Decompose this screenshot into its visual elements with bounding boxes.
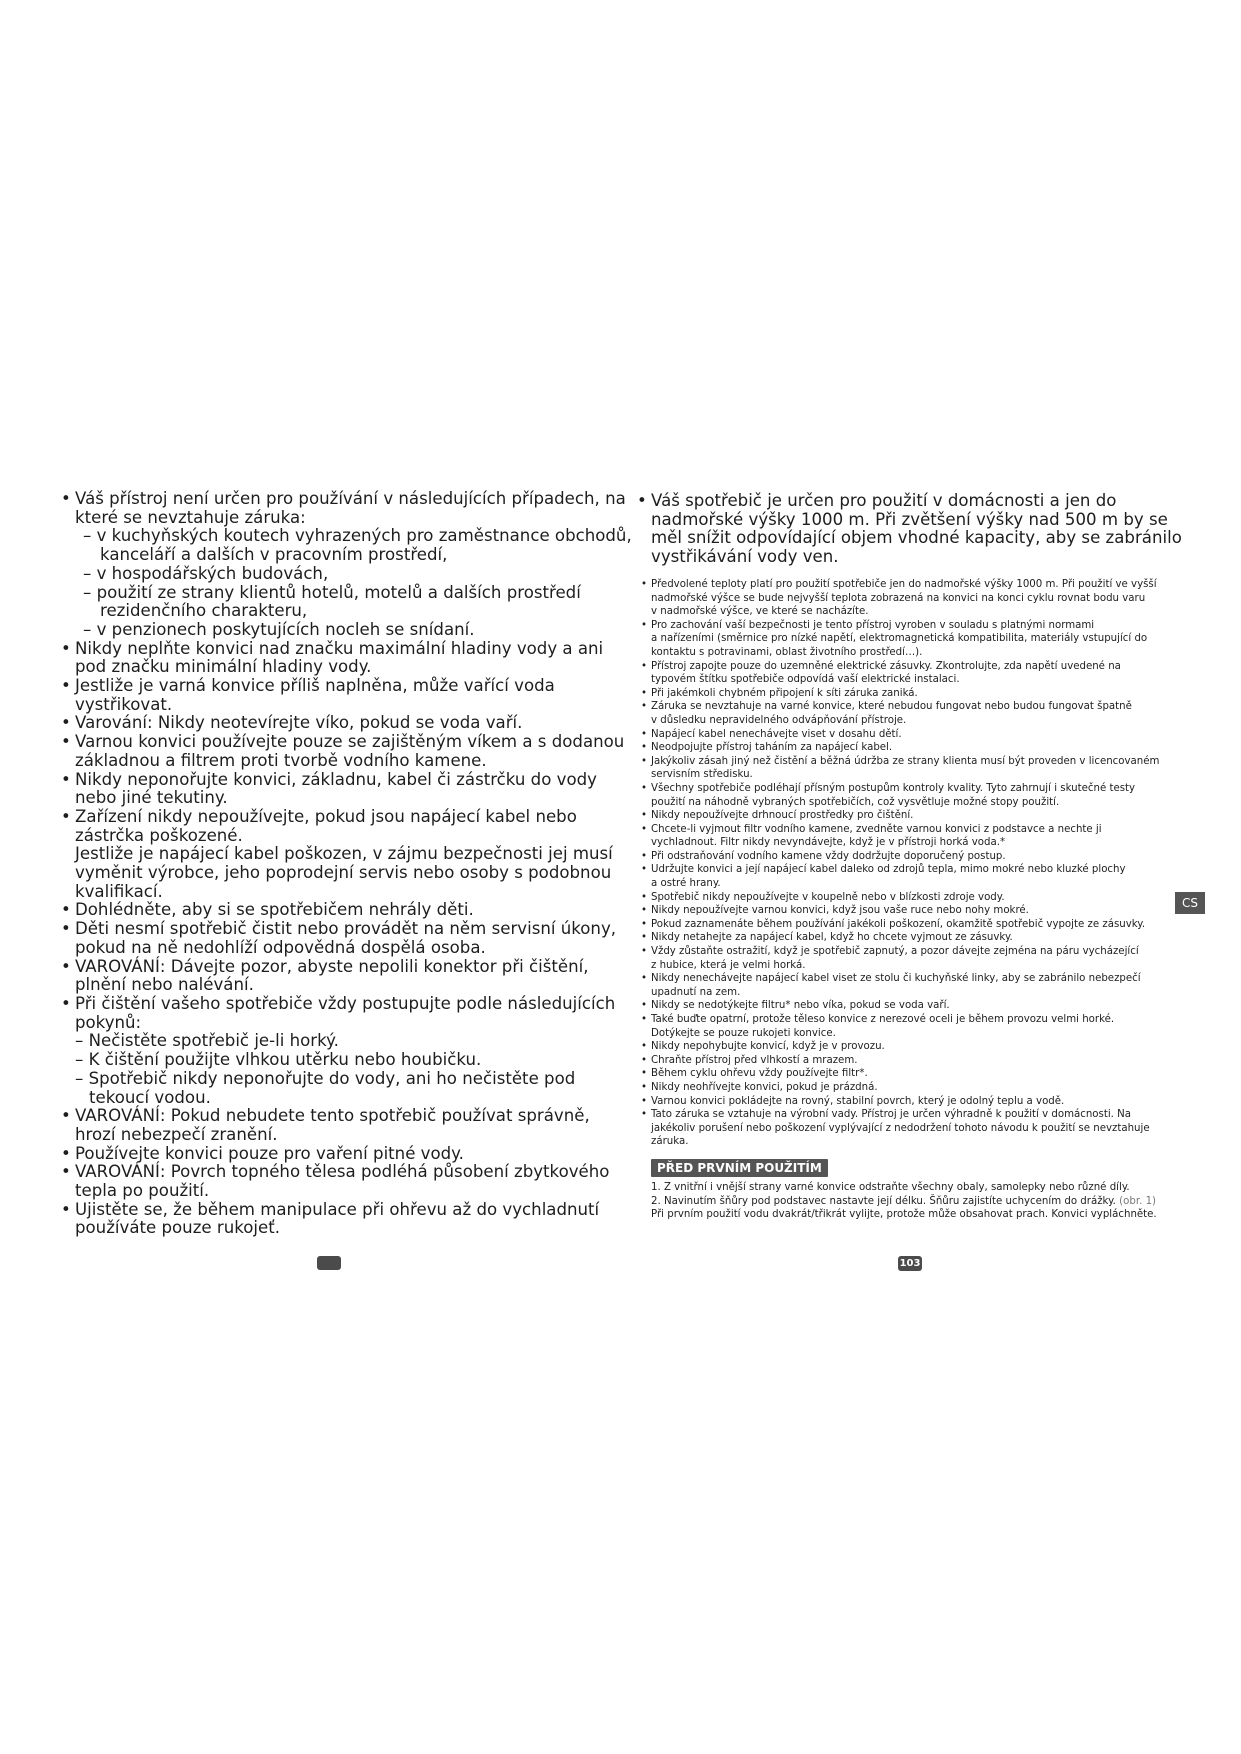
safety-text-line: • Při jakémkoli chybném připojení k síti záruka zaniká. <box>651 687 1171 701</box>
safety-text-line: • Vždy zůstaňte ostražití, když je spotřebič zapnutý, a pozor dávejte zejména na páru vycházející <box>651 945 1171 959</box>
left-text-line: • Nikdy neplňte konvici nad značku maximální hladiny vody a ani <box>75 640 595 659</box>
left-text-line: základnou a filtrem proti tvorbě vodního kamene. <box>75 750 487 770</box>
safety-text-line: • Všechny spotřebiče podléhají přísným postupům kontroly kvality. Tyto zahrnují i skutečné testy <box>651 782 1171 796</box>
left-text-line: – Nečistěte spotřebič je-li horký. <box>75 1031 339 1051</box>
left-text-line: • VAROVÁNÍ: Dávejte pozor, abyste nepolili konektor při čištění, <box>75 958 595 977</box>
safety-text-line: typovém štítku spotřebiče odpovídá vaší elektrické instalaci. <box>651 674 960 686</box>
safety-text-line: • Jakýkoliv zásah jiný než čistění a běžná údržba ze strany klienta musí být proveden v licencovaném <box>651 755 1171 769</box>
left-text-line: • Používejte konvici pouze pro vaření pitné vody. <box>75 1145 595 1164</box>
safety-text-line: v důsledku nepravidelného odvápňování přístroje. <box>651 714 907 726</box>
left-text-line: • VAROVÁNÍ: Povrch topného tělesa podléhá působení zbytkového <box>75 1163 595 1182</box>
left-text-line: pokynů: <box>75 1012 142 1032</box>
step-1: 1. Z vnitřní i vnější strany varné konvice odstraňte všechny obaly, samolepky nebo různé díly. <box>651 1181 1130 1193</box>
left-text-line: kvalifikací. <box>75 881 163 901</box>
intro-text-line: nadmořské výšky 1000 m. Při zvětšení výšky nad 500 m by se <box>651 509 1168 529</box>
intro-text-line: měl snížit odpovídající objem vhodné kapacity, aby se zabránilo <box>651 528 1182 548</box>
left-text-line: – v hospodářských budovách, <box>83 563 329 583</box>
left-text-line: pod značku minimální hladiny vody. <box>75 657 372 677</box>
safety-text-line: • Předvolené teploty platí pro použití spotřebiče jen do nadmořské výšky 1000 m. Při použití ve vyšší <box>651 578 1171 592</box>
page-number: 103 <box>899 1258 921 1269</box>
safety-text-line: servisním středisku. <box>651 769 753 781</box>
safety-text-line: a nařízeními (směrnice pro nízké napětí, elektromagnetická kompatibilita, materiály vstupující do <box>651 633 1148 645</box>
safety-text-line: • Neodpojujte přístroj taháním za napájecí kabel. <box>651 741 1171 755</box>
safety-text-line: • Pokud zaznamenáte během používání jakékoli poškození, okamžitě spotřebič vypojte ze zásuvky. <box>651 918 1171 932</box>
safety-text-line: • Záruka se nevztahuje na varné konvice, které nebudou fungovat nebo budou fungovat špatně <box>651 700 1171 714</box>
left-text-line: • Děti nesmí spotřebič čistit nebo provádět na něm servisní úkony, <box>75 920 595 939</box>
left-text-line: kanceláří a dalších v pracovním prostředí, <box>100 545 448 565</box>
safety-text-line: • Nikdy se nedotýkejte filtru* nebo víka, pokud se voda vaří. <box>651 999 1171 1013</box>
safety-text-line: nadmořské výšce se bude nejvyšší teplota zobrazená na konvici na konci cyklu rovnat bodu varu <box>651 592 1146 604</box>
safety-text-line: • Nikdy nepoužívejte drhnoucí prostředky pro čištění. <box>651 809 1171 823</box>
left-text-line: • Ujistěte se, že během manipulace při ohřevu až do vychladnutí <box>75 1201 595 1220</box>
safety-text-line: • Varnou konvici pokládejte na rovný, stabilní povrch, který je odolný teplu a vodě. <box>651 1095 1171 1109</box>
safety-text-line: z hubice, která je velmi horká. <box>651 959 806 971</box>
left-text-line: nebo jiné tekutiny. <box>75 788 228 808</box>
left-text-line: Jestliže je napájecí kabel poškozen, v zájmu bezpečnosti jej musí <box>75 844 613 864</box>
safety-text-line: • Nikdy nepoužívejte varnou konvici, když jsou vaše ruce nebo nohy mokré. <box>651 904 1171 918</box>
safety-text-line: • Tato záruka se vztahuje na výrobní vady. Přístroj je určen výhradně k použití v domácnosti. Na <box>651 1108 1171 1122</box>
step-2 <box>651 1195 1171 1209</box>
safety-text-line: vychladnout. Filtr nikdy nevyndávejte, když je v přístroji horká voda.* <box>651 837 1006 849</box>
left-text-line: – Spotřebič nikdy neponořujte do vody, ani ho nečistěte pod <box>75 1068 576 1088</box>
safety-text-line: v nadmořské výšce, ve které se nacházíte. <box>651 606 869 618</box>
intro-text-line: vystřikávání vody ven. <box>651 547 839 567</box>
safety-text-line: • Nikdy neohřívejte konvici, pokud je prázdná. <box>651 1081 1171 1095</box>
safety-text-line: a ostré hrany. <box>651 878 721 890</box>
left-text-line: tekoucí vodou. <box>89 1087 211 1107</box>
left-text-line: – v penzionech poskytujících nocleh se snídaní. <box>83 619 475 639</box>
left-text-line: • VAROVÁNÍ: Pokud nebudete tento spotřebič používat správně, <box>75 1107 595 1126</box>
left-text-line: • Jestliže je varná konvice příliš naplněna, může vařící voda <box>75 677 595 696</box>
left-column <box>75 489 632 1238</box>
left-text-line: – v kuchyňských koutech vyhrazených pro zaměstnance obchodů, <box>83 526 632 546</box>
intro-text-line: • Váš spotřebič je určen pro použití v domácnosti a jen do <box>651 492 1161 511</box>
left-text-line: • Váš přístroj není určen pro používání v následujících případech, na <box>75 490 595 509</box>
safety-text-line: Dotýkejte se pouze rukojeti konvice. <box>651 1027 836 1039</box>
safety-text-line: • Nikdy nepohybujte konvicí, když je v provozu. <box>651 1040 1171 1054</box>
left-text-line: rezidenčního charakteru, <box>100 601 308 621</box>
left-text-line: používáte pouze rukojeť. <box>75 1218 281 1238</box>
left-text-line: vystřikovat. <box>75 694 173 714</box>
safety-text-line: • Spotřebič nikdy nepoužívejte v koupelně nebo v blízkosti zdroje vody. <box>651 891 1171 905</box>
safety-text-line: • Při odstraňování vodního kamene vždy dodržujte doporučený postup. <box>651 850 1171 864</box>
step-2-text: 2. Navinutím šňůry pod podstavec nastavte její délku. Šňůru zajistíte uchycením do drážky. <box>651 1195 1116 1207</box>
left-text-line: • Zařízení nikdy nepoužívejte, pokud jsou napájecí kabel nebo <box>75 808 595 827</box>
right-intro-column <box>651 491 1182 567</box>
safety-text-line: použití na náhodně vybraných spotřebičích, což vysvětluje možné stopy použití. <box>651 796 1060 808</box>
safety-text-line: • Nikdy netahejte za napájecí kabel, když ho chcete vyjmout ze zásuvky. <box>651 931 1171 945</box>
left-text-line: tepla po použití. <box>75 1181 210 1201</box>
left-text-line: – použití ze strany klientů hotelů, motelů a dalších prostředí <box>83 582 581 602</box>
right-safety-column <box>651 578 1171 1222</box>
safety-text-line: • Také buďte opatrní, protože těleso konvice z nerezové oceli je během provozu velmi horké. <box>651 1013 1171 1027</box>
safety-text-line: • Chcete-li vyjmout filtr vodního kamene, zvedněte varnou konvici z podstavce a nechte ji <box>651 823 1171 837</box>
safety-text-line: jakékoliv porušení nebo poškození vyplývající z nedodržení tohoto návodu k použití se nevztahuje <box>651 1122 1150 1134</box>
left-text-line: pokud na ně nedohlíží odpovědná dospělá osoba. <box>75 937 486 957</box>
safety-text-line: • Přístroj zapojte pouze do uzemněné elektrické zásuvky. Zkontrolujte, zda napětí uvedené na <box>651 660 1171 674</box>
safety-text-line: • Nikdy nenechávejte napájecí kabel viset ze stolu či kuchyňské linky, aby se zabránilo nebezpečí <box>651 972 1171 986</box>
left-text-line: • Varování: Nikdy neotevírejte víko, pokud se voda vaří. <box>75 714 595 733</box>
left-text-line: • Nikdy neponořujte konvici, základnu, kabel či zástrčku do vody <box>75 771 595 790</box>
left-text-line: plnění nebo nalévání. <box>75 975 254 995</box>
section-heading: PŘED PRVNÍM POUŽITÍM <box>651 1159 828 1177</box>
left-text-line: • Dohlédněte, aby si se spotřebičem nehrály děti. <box>75 901 595 920</box>
language-tab: CS <box>1175 892 1205 914</box>
left-text-line: zástrčka poškozené. <box>75 825 243 845</box>
safety-text-line: • Pro zachování vaší bezpečnosti je tento přístroj vyroben v souladu s platnými normami <box>651 619 1171 633</box>
left-text-line: • Varnou konvici používejte pouze se zajištěným víkem a s dodanou <box>75 733 595 752</box>
step-3: Při prvním použití vodu dvakrát/třikrát vylijte, protože může obsahovat prach. Konvici vypláchněte. <box>651 1209 1157 1221</box>
left-text-line: které se nevztahuje záruka: <box>75 507 306 527</box>
safety-text-line: • Během cyklu ohřevu vždy používejte filtr*. <box>651 1067 1171 1081</box>
safety-text-line: • Napájecí kabel nenechávejte viset v dosahu dětí. <box>651 728 1171 742</box>
page-marker-left <box>317 1256 341 1270</box>
left-text-line: • Při čištění vašeho spotřebiče vždy postupujte podle následujících <box>75 995 595 1014</box>
figure-reference: (obr. 1) <box>1119 1195 1157 1207</box>
left-text-line: vyměnit výrobce, jeho poprodejní servis nebo osoby s podobnou <box>75 863 612 883</box>
safety-text-line: upadnutí na zem. <box>651 986 741 998</box>
safety-text-line: • Chraňte přístroj před vlhkostí a mrazem. <box>651 1054 1171 1068</box>
safety-text-line: • Udržujte konvici a její napájecí kabel daleko od zdrojů tepla, mimo mokré nebo kluzké plochy <box>651 863 1171 877</box>
safety-text-line: kontaktu s potravinami, oblast životního prostředí…). <box>651 646 923 658</box>
safety-text-line: záruka. <box>651 1136 689 1148</box>
left-text-line: hrozí nebezpečí zranění. <box>75 1124 278 1144</box>
left-text-line: – K čištění použijte vlhkou utěrku nebo houbičku. <box>75 1050 482 1070</box>
safety-list <box>651 578 1171 1149</box>
